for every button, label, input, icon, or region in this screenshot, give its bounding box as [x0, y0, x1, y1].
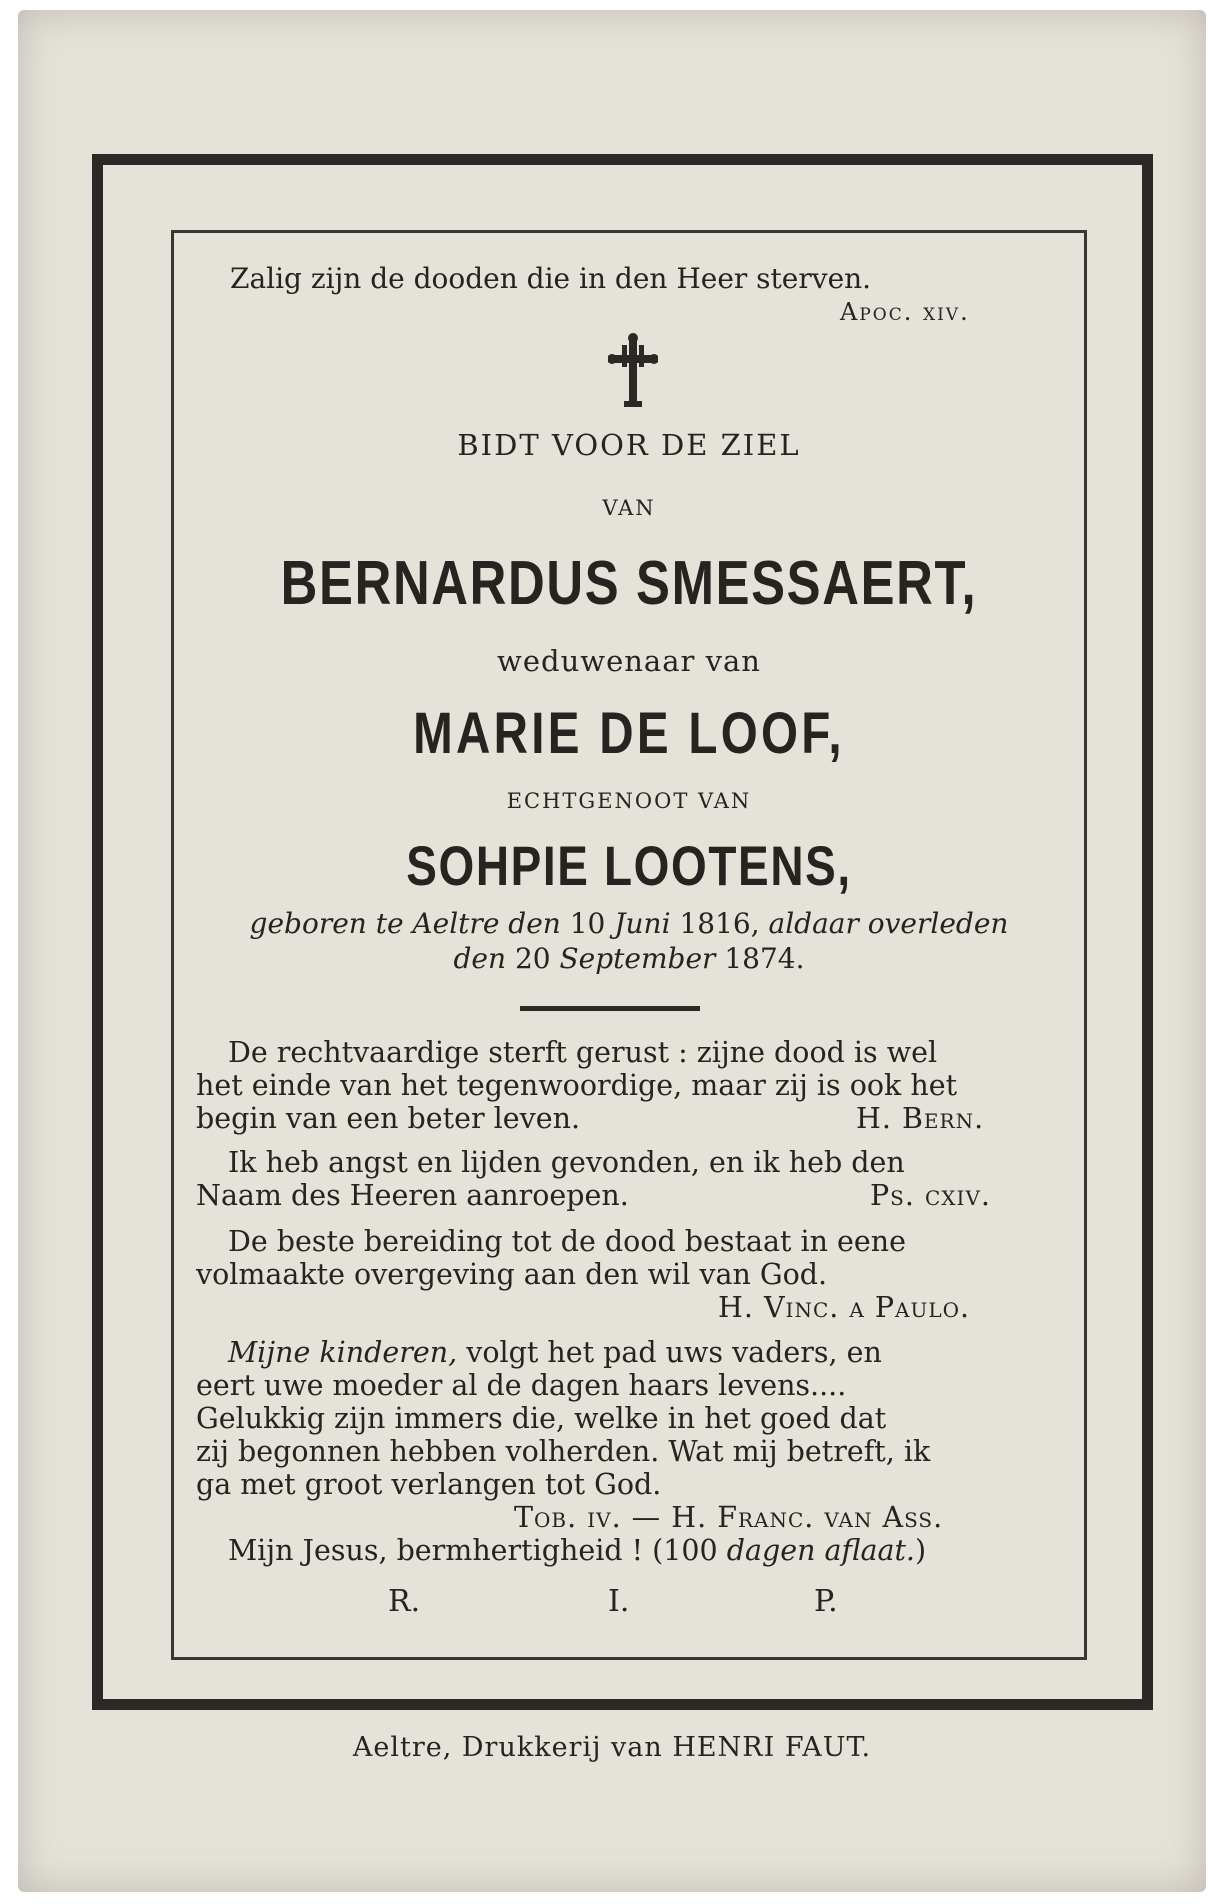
pray-heading: BIDT VOOR DE ZIEL [457, 428, 801, 462]
death-day: 20 [514, 942, 551, 975]
epigraph-reference: Apoc. xiv. [840, 298, 970, 326]
quote-1-line-2: het einde van het tegenwoordige, maar zij is ook het [196, 1069, 958, 1102]
second-wife-name: SOHPIE LOOTENS, [406, 834, 852, 897]
quote-4-line-2: eert uwe moeder al de dagen haars levens.... [196, 1369, 847, 1402]
quote-1-ref: H. Bern. [856, 1102, 985, 1135]
indulgence-prayer [228, 1534, 926, 1567]
birth-death-line-1 [171, 907, 1087, 940]
death-month: September [559, 942, 716, 975]
quote-4-line-3: Gelukkig zijn immers die, welke in het goed dat [196, 1402, 887, 1435]
ornate-cross-icon [608, 333, 658, 411]
death-year: 1874. [724, 942, 805, 975]
rip-i: I. [608, 1584, 630, 1619]
prayer-italic: dagen aflaat. [726, 1534, 915, 1567]
quote-4-line-1-rest: volgt het pad uws vaders, en [457, 1336, 882, 1369]
prayer-close: ) [914, 1534, 927, 1567]
quote-3-line-2: volmaakte overgeving aan den wil van God. [196, 1258, 828, 1291]
prayer-text: Mijn Jesus, bermhertigheid ! (100 [228, 1534, 718, 1567]
deceased-name: BERNARDUS SMESSAERT, [280, 549, 978, 618]
death-den: den [453, 942, 507, 975]
quote-2-line-2: Naam des Heeren aanroepen. [196, 1179, 629, 1212]
birth-day: 10 [569, 907, 606, 940]
spouse-label: ECHTGENOOT VAN [506, 789, 752, 813]
birth-year: 1816, [679, 907, 760, 940]
printer-footer: Aeltre, Drukkerij van HENRI FAUT. [352, 1732, 872, 1763]
quote-4-italic-start: Mijne kinderen, [228, 1336, 458, 1369]
death-text: aldaar overleden [768, 907, 1009, 940]
quote-4-line-5: ga met groot verlangen tot God. [196, 1468, 662, 1501]
widower-label: weduwenaar van [497, 644, 761, 678]
birth-text-a: geboren te Aeltre den [249, 907, 561, 940]
quote-4-ref: Tob. iv. — H. Franc. van Ass. [514, 1501, 944, 1534]
quote-3-ref: H. Vinc. a Paulo. [718, 1291, 971, 1324]
epigraph: Zalig zijn de dooden die in den Heer sterven. [230, 262, 872, 295]
quote-4-line-4: zij begonnen hebben volherden. Wat mij betreft, ik [196, 1435, 931, 1468]
quote-2-ref: Ps. cxiv. [870, 1179, 991, 1212]
quote-1-line-1: De rechtvaardige sterft gerust : zijne dood is wel [228, 1036, 938, 1069]
divider-rule [520, 1006, 700, 1011]
birth-death-line-2 [171, 942, 1087, 975]
van-label: VAN [602, 496, 656, 520]
quote-1-line-3: begin van een beter leven. [196, 1102, 581, 1135]
birth-month: Juni [614, 907, 671, 940]
quote-2-line-1: Ik heb angst en lijden gevonden, en ik heb den [228, 1146, 905, 1179]
rip-r: R. [388, 1584, 421, 1619]
quote-4-line-1 [228, 1336, 882, 1369]
first-wife-name: MARIE DE LOOF, [413, 701, 845, 766]
rip-p: P. [814, 1584, 838, 1619]
quote-3-line-1: De beste bereiding tot de dood bestaat in eene [228, 1225, 906, 1258]
